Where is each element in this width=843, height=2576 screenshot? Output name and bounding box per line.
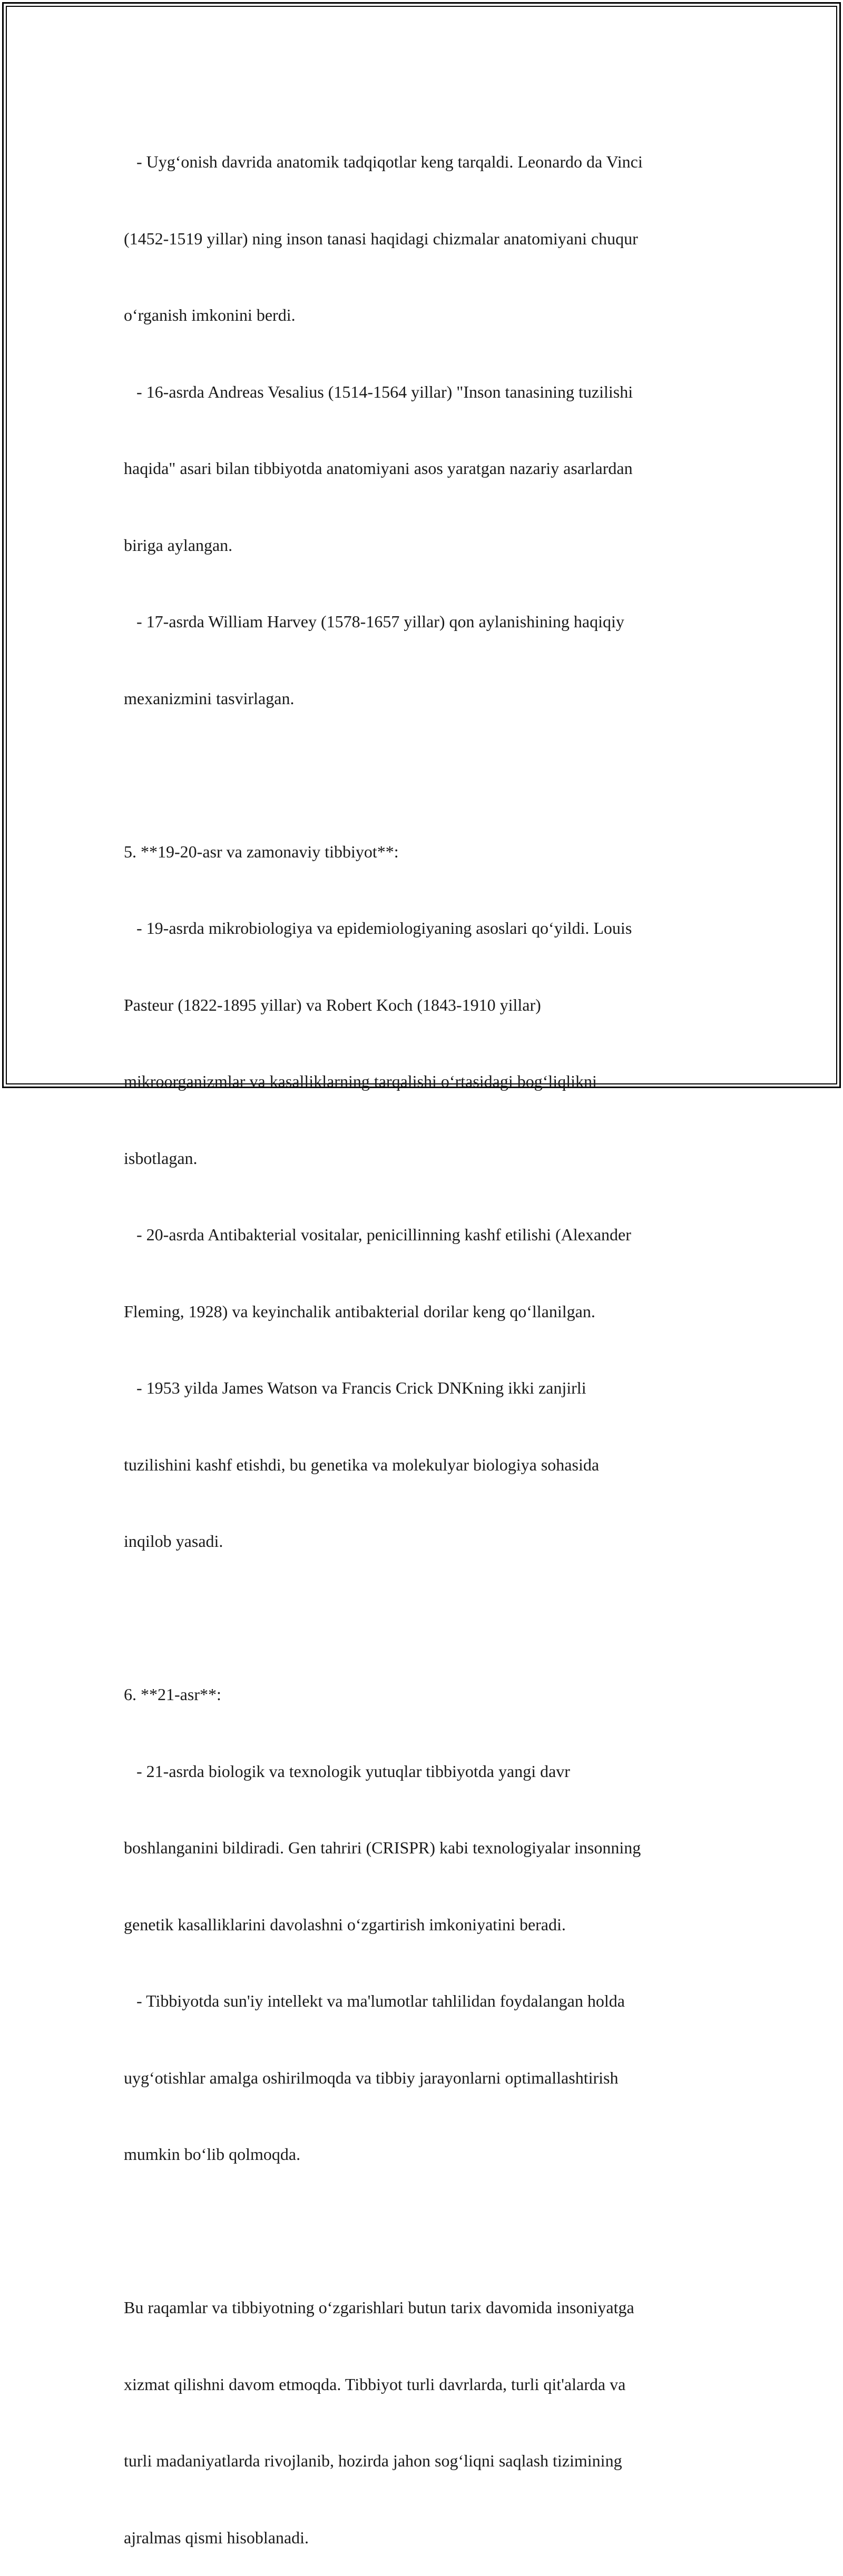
text-line: o‘rganish imkonini berdi. bbox=[124, 305, 296, 324]
blank-line bbox=[124, 762, 724, 788]
section-heading: 6. **21-asr**: bbox=[124, 1685, 221, 1704]
text-line: haqida" asari bilan tibbiyotda anatomiyani asos yaratgan nazariy asarlardan bbox=[124, 459, 633, 478]
text-line: - 19-asrda mikrobiologiya va epidemiologiyaning asoslari qo‘yildi. Louis bbox=[124, 919, 632, 937]
blank-line bbox=[124, 2218, 724, 2244]
text-line: boshlanganini bildiradi. Gen tahriri (CRISPR) kabi texnologiyalar insonning bbox=[124, 1838, 641, 1857]
text-line: Fleming, 1928) va keyinchalik antibakterial dorilar keng qo‘llanilgan. bbox=[124, 1301, 595, 1321]
text-line: mexanizmini tasvirlagan. bbox=[124, 688, 295, 708]
text-line: - 20-asrda Antibakterial vositalar, penicillinning kashf etilishi (Alexander bbox=[124, 1225, 631, 1244]
text-line: mikroorganizmlar va kasalliklarning tarqalishi o‘rtasidagi bog‘liqlikni bbox=[124, 1072, 597, 1091]
text-line: Bu raqamlar va tibbiyotning o‘zgarishlari butun tarix davomida insoniyatga bbox=[124, 2298, 634, 2317]
text-line: - Tibbiyotda sun'iy intellekt va ma'lumotlar tahlilidan foydalangan holda bbox=[124, 1991, 625, 2010]
text-line: isbotlagan. bbox=[124, 1148, 198, 1168]
blank-line bbox=[124, 1605, 724, 1631]
text-line: biriga aylangan. bbox=[124, 535, 233, 555]
text-line: - 1953 yilda James Watson va Francis Crick DNKning ikki zanjirli bbox=[124, 1378, 586, 1397]
text-line: tuzilishini kashf etishdi, bu genetika va molekulyar biologiya sohasida bbox=[124, 1455, 600, 1474]
text-line: inqilob yasadi. bbox=[124, 1532, 223, 1551]
text-line: (1452-1519 yillar) ning inson tanasi haqidagi chizmalar anatomiyani chuqur bbox=[124, 229, 638, 248]
text-line: - 21-asrda biologik va texnologik yutuqlar tibbiyotda yangi davr bbox=[124, 1761, 570, 1781]
text-line: - Uyg‘onish davrida anatomik tadqiqotlar keng tarqaldi. Leonardo da Vinci bbox=[124, 152, 643, 171]
document-body bbox=[124, 98, 724, 2576]
text-line: - 17-asrda William Harvey (1578-1657 yillar) qon aylanishining haqiqiy bbox=[124, 612, 624, 631]
text-line: - 16-asrda Andreas Vesalius (1514-1564 yillar) "Inson tanasining tuzilishi bbox=[124, 382, 633, 401]
text-line: Pasteur (1822-1895 yillar) va Robert Koch (1843-1910 yillar) bbox=[124, 995, 541, 1014]
text-line: mumkin bo‘lib qolmoqda. bbox=[124, 2145, 301, 2164]
section-heading: 5. **19-20-asr va zamonaviy tibbiyot**: bbox=[124, 842, 399, 861]
text-line: genetik kasalliklarini davolashni o‘zgartirish imkoniyatini beradi. bbox=[124, 1914, 566, 1934]
text-line: uyg‘otishlar amalga oshirilmoqda va tibbiy jarayonlarni optimallashtirish bbox=[124, 2068, 619, 2087]
text-line: ajralmas qismi hisoblanadi. bbox=[124, 2528, 309, 2547]
text-line: xizmat qilishni davom etmoqda. Tibbiyot turli davrlarda, turli qit'alarda va bbox=[124, 2374, 626, 2394]
text-line: turli madaniyatlarda rivojlanib, hozirda jahon sog‘liqni saqlash tizimining bbox=[124, 2451, 622, 2470]
